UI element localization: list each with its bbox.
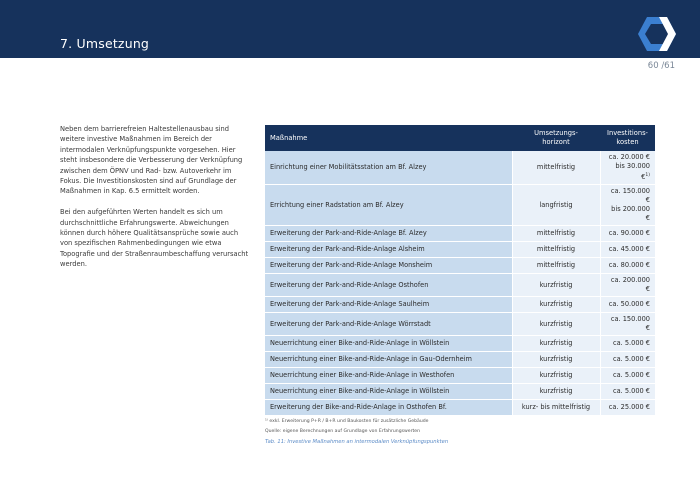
table-source: Quelle: eigene Berechnungen auf Grundlage von Erfahrungswerten [265,429,421,435]
table-row [265,274,655,297]
measures-table [265,125,655,416]
cell-horizont: mittelfristig [512,242,600,258]
cell-massnahme: Erweiterung der Park-and-Ride-Anlage Saulheim [265,297,512,313]
cell-massnahme: Erweiterung der Bike-and-Ride-Anlage in Osthofen Bf. [265,400,512,416]
cost-line: ca. 20.000 € [608,153,650,161]
table-row [265,258,655,274]
cell-kosten: ca. 45.000 € [600,242,655,258]
cell-kosten: ca. 200.000 € [600,274,655,297]
cell-kosten: ca. 25.000 € [600,400,655,416]
intro-text [60,124,252,280]
table-row [265,352,655,368]
table-footnote: ¹⁾ exkl. Erweiterung P+R / B+R und Baukosten für zusätzliche Gebäude [265,419,429,425]
cell-horizont: kurzfristig [512,368,600,384]
hexagon-logo-icon [637,15,677,53]
cell-horizont: kurzfristig [512,297,600,313]
table-caption: Tab. 11: Investive Maßnahmen an intermodalen Verknüpfungspunkten [265,439,449,446]
table-row [265,297,655,313]
cell-massnahme: Einrichtung einer Mobilitätsstation am Bf. Alzey [265,151,512,185]
table-row [265,226,655,242]
table-row [265,384,655,400]
cell-horizont: mittelfristig [512,258,600,274]
intro-paragraph: Neben dem barrierefreien Haltestellenausbau sind weitere investive Maßnahmen im Bereich der intermodalen Verknüpfungspunkte vorgesehen. Hier steht insbesondere die Verbesserung der Verknüpfung zwischen dem ÖPNV und Rad- bzw. Autoverkehr im Fokus. Die Investitionskosten sind auf Grundlage der Maßnahmen in Kap. 6.5 ermittelt worden. [60,125,243,196]
cell-kosten [600,185,655,226]
header-horizont: Umsetzungs- horizont [512,125,600,151]
cell-kosten: ca. 5.000 € [600,352,655,368]
cell-kosten: ca. 150.000 € [600,313,655,336]
cell-massnahme: Neuerrichtung einer Bike-and-Ride-Anlage in Wöllstein [265,384,512,400]
cell-massnahme: Neuerrichtung einer Bike-and-Ride-Anlage in Westhofen [265,368,512,384]
cell-kosten: ca. 5.000 € [600,384,655,400]
cell-horizont: kurzfristig [512,313,600,336]
cell-horizont: kurzfristig [512,336,600,352]
cost-line: ca. 150.000 € [610,187,650,205]
cell-massnahme: Erweiterung der Park-and-Ride-Anlage Monsheim [265,258,512,274]
measures-table-block [265,125,655,445]
cell-horizont: mittelfristig [512,226,600,242]
cell-massnahme: Errichtung einer Radstation am Bf. Alzey [265,185,512,226]
section-title: 7. Umsetzung [60,36,150,51]
cell-kosten: ca. 50.000 € [600,297,655,313]
table-row [265,368,655,384]
cell-kosten: ca. 5.000 € [600,336,655,352]
page-header [0,0,700,58]
cost-line: bis 30.000 € [615,162,650,182]
cell-horizont: kurzfristig [512,384,600,400]
table-row [265,400,655,416]
cell-kosten: ca. 80.000 € [600,258,655,274]
cell-kosten: ca. 90.000 € [600,226,655,242]
cell-massnahme: Erweiterung der Park-and-Ride-Anlage Alsheim [265,242,512,258]
cell-massnahme: Neuerrichtung einer Bike-and-Ride-Anlage in Wöllstein [265,336,512,352]
cost-line: bis 200.000 € [611,205,650,223]
cell-horizont: langfristig [512,185,600,226]
table-row [265,151,655,185]
cell-kosten [600,151,655,185]
header-kosten: Investitions- kosten [600,125,655,151]
cell-horizont: kurzfristig [512,274,600,297]
table-row [265,185,655,226]
table-row [265,242,655,258]
footnote-marker: 1) [645,173,650,178]
cell-horizont: kurz- bis mittelfristig [512,400,600,416]
cell-horizont: mittelfristig [512,151,600,185]
table-row [265,336,655,352]
cell-massnahme: Erweiterung der Park-and-Ride-Anlage Wörrstadt [265,313,512,336]
page-number: 60 /61 [647,61,675,71]
cell-massnahme: Erweiterung der Park-and-Ride-Anlage Bf. Alzey [265,226,512,242]
cell-horizont: kurzfristig [512,352,600,368]
cell-massnahme: Erweiterung der Park-and-Ride-Anlage Osthofen [265,274,512,297]
table-header-row [265,125,655,151]
table-row [265,313,655,336]
intro-paragraph: Bei den aufgeführten Werten handelt es sich um durchschnittliche Erfahrungswerte. Abweichungen können durch höhere Qualitätsansprüche sowie auch von spezifischen Rahmenbedingungen wie etwa Topografie und der Straßenraumbeschaffung verursacht werden. [60,208,249,269]
header-massnahme: Maßnahme [265,125,512,151]
cell-massnahme: Neuerrichtung einer Bike-and-Ride-Anlage in Gau-Odernheim [265,352,512,368]
cell-kosten: ca. 5.000 € [600,368,655,384]
